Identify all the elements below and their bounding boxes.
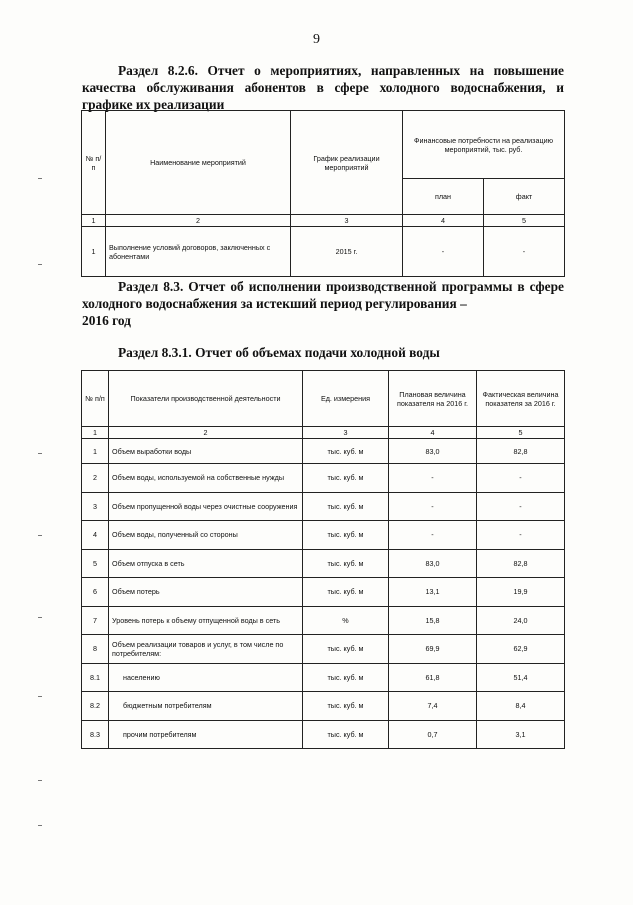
- index-cell: 2: [106, 215, 291, 227]
- unit: тыс. куб. м: [303, 521, 389, 550]
- header-fact-2016: Фактическая величина показателя за 2016 г.: [477, 371, 565, 427]
- row-num: 5: [82, 549, 109, 578]
- unit: %: [303, 606, 389, 635]
- margin-mark: [38, 825, 42, 826]
- table-row: [82, 227, 565, 277]
- fact-value: 82,8: [477, 439, 565, 464]
- table-row: [82, 720, 565, 749]
- header-fact: факт: [484, 179, 565, 215]
- table-row: [82, 578, 565, 607]
- margin-mark: [38, 535, 42, 536]
- indicator-name: бюджетным потребителям: [109, 692, 303, 721]
- margin-mark: [38, 696, 42, 697]
- plan-value: -: [403, 227, 484, 277]
- header-schedule: График реализации мероприятий: [291, 111, 403, 215]
- index-cell: 2: [109, 427, 303, 439]
- row-num: 8.3: [82, 720, 109, 749]
- header-activity-name: Наименование мероприятий: [106, 111, 291, 215]
- fact-value: 82,8: [477, 549, 565, 578]
- plan-value: 15,8: [389, 606, 477, 635]
- plan-value: -: [389, 464, 477, 493]
- table-row: [82, 549, 565, 578]
- fact-value: 8,4: [477, 692, 565, 721]
- unit: тыс. куб. м: [303, 492, 389, 521]
- margin-mark: [38, 453, 42, 454]
- margin-mark: [38, 617, 42, 618]
- plan-value: 0,7: [389, 720, 477, 749]
- header-finance: Финансовые потребности на реализацию мероприятий, тыс. руб.: [403, 111, 565, 179]
- row-num: 3: [82, 492, 109, 521]
- row-num: 2: [82, 464, 109, 493]
- table-row: [82, 521, 565, 550]
- fact-value: -: [477, 464, 565, 493]
- fact-value: 62,9: [477, 635, 565, 664]
- margin-mark: [38, 178, 42, 179]
- unit: тыс. куб. м: [303, 464, 389, 493]
- index-cell: 5: [477, 427, 565, 439]
- header-indicator: Показатели производственной деятельности: [109, 371, 303, 427]
- indicator-name: Объем пропущенной воды через очистные сооружения: [109, 492, 303, 521]
- index-cell: 5: [484, 215, 565, 227]
- fact-value: 24,0: [477, 606, 565, 635]
- row-num: 1: [82, 439, 109, 464]
- index-cell: 4: [389, 427, 477, 439]
- fact-value: -: [477, 492, 565, 521]
- margin-mark: [38, 264, 42, 265]
- index-row: [82, 427, 565, 439]
- table-row: [82, 663, 565, 692]
- water-supply-volume-table: [81, 370, 565, 749]
- index-cell: 1: [82, 215, 106, 227]
- table-row: [82, 464, 565, 493]
- plan-value: 69,9: [389, 635, 477, 664]
- plan-value: 61,8: [389, 663, 477, 692]
- indicator-name: Объем воды, используемой на собственные нужды: [109, 464, 303, 493]
- indicator-name: прочим потребителям: [109, 720, 303, 749]
- table-row: [82, 439, 565, 464]
- margin-mark: [38, 780, 42, 781]
- index-cell: 3: [303, 427, 389, 439]
- row-num: 8.1: [82, 663, 109, 692]
- fact-value: 3,1: [477, 720, 565, 749]
- index-row: [82, 215, 565, 227]
- section-8-3-heading-main: Раздел 8.3. Отчет об исполнении производственной программы в сфере холодного водоснабжения за истекший период регулирования –: [82, 279, 564, 311]
- table-row: [82, 635, 565, 664]
- header-num: № п/п: [82, 371, 109, 427]
- table-row: [82, 606, 565, 635]
- row-num: 7: [82, 606, 109, 635]
- indicator-name: Объем потерь: [109, 578, 303, 607]
- indicator-name: Объем реализации товаров и услуг, в том числе по потребителям:: [109, 635, 303, 664]
- plan-value: 13,1: [389, 578, 477, 607]
- fact-value: -: [477, 521, 565, 550]
- indicator-name: Объем выработки воды: [109, 439, 303, 464]
- index-cell: 3: [291, 215, 403, 227]
- plan-value: 83,0: [389, 549, 477, 578]
- row-num: 4: [82, 521, 109, 550]
- header-plan-2016: Плановая величина показателя на 2016 г.: [389, 371, 477, 427]
- plan-value: -: [389, 492, 477, 521]
- plan-value: 83,0: [389, 439, 477, 464]
- fact-value: 51,4: [477, 663, 565, 692]
- fact-value: 19,9: [477, 578, 565, 607]
- section-8-3-heading: [82, 278, 564, 329]
- row-num: 8: [82, 635, 109, 664]
- unit: тыс. куб. м: [303, 578, 389, 607]
- table-row: [82, 492, 565, 521]
- section-8-3-1-heading: Раздел 8.3.1. Отчет об объемах подачи холодной воды: [118, 345, 440, 360]
- header-unit: Ед. измерения: [303, 371, 389, 427]
- fact-value: -: [484, 227, 565, 277]
- activity-name: Выполнение условий договоров, заключенных с абонентами: [106, 227, 291, 277]
- plan-value: 7,4: [389, 692, 477, 721]
- indicator-name: населению: [109, 663, 303, 692]
- row-num: 6: [82, 578, 109, 607]
- section-8-2-6-heading: Раздел 8.2.6. Отчет о мероприятиях, направленных на повышение качества обслуживания абонентов в сфере холодного водоснабжения, и графике их реализации: [82, 63, 564, 112]
- unit: тыс. куб. м: [303, 439, 389, 464]
- page-number: 9: [313, 32, 320, 47]
- unit: тыс. куб. м: [303, 549, 389, 578]
- unit: тыс. куб. м: [303, 692, 389, 721]
- row-num: 1: [82, 227, 106, 277]
- unit: тыс. куб. м: [303, 720, 389, 749]
- section-8-3-heading-tail: 2016 год: [82, 313, 131, 328]
- header-num: № п/п: [82, 111, 106, 215]
- header-plan: план: [403, 179, 484, 215]
- index-cell: 4: [403, 215, 484, 227]
- activities-table: [81, 110, 565, 277]
- index-cell: 1: [82, 427, 109, 439]
- schedule: 2015 г.: [291, 227, 403, 277]
- indicator-name: Объем отпуска в сеть: [109, 549, 303, 578]
- indicator-name: Объем воды, полученный со стороны: [109, 521, 303, 550]
- indicator-name: Уровень потерь к объему отпущенной воды в сеть: [109, 606, 303, 635]
- unit: тыс. куб. м: [303, 635, 389, 664]
- unit: тыс. куб. м: [303, 663, 389, 692]
- row-num: 8.2: [82, 692, 109, 721]
- table-row: [82, 692, 565, 721]
- plan-value: -: [389, 521, 477, 550]
